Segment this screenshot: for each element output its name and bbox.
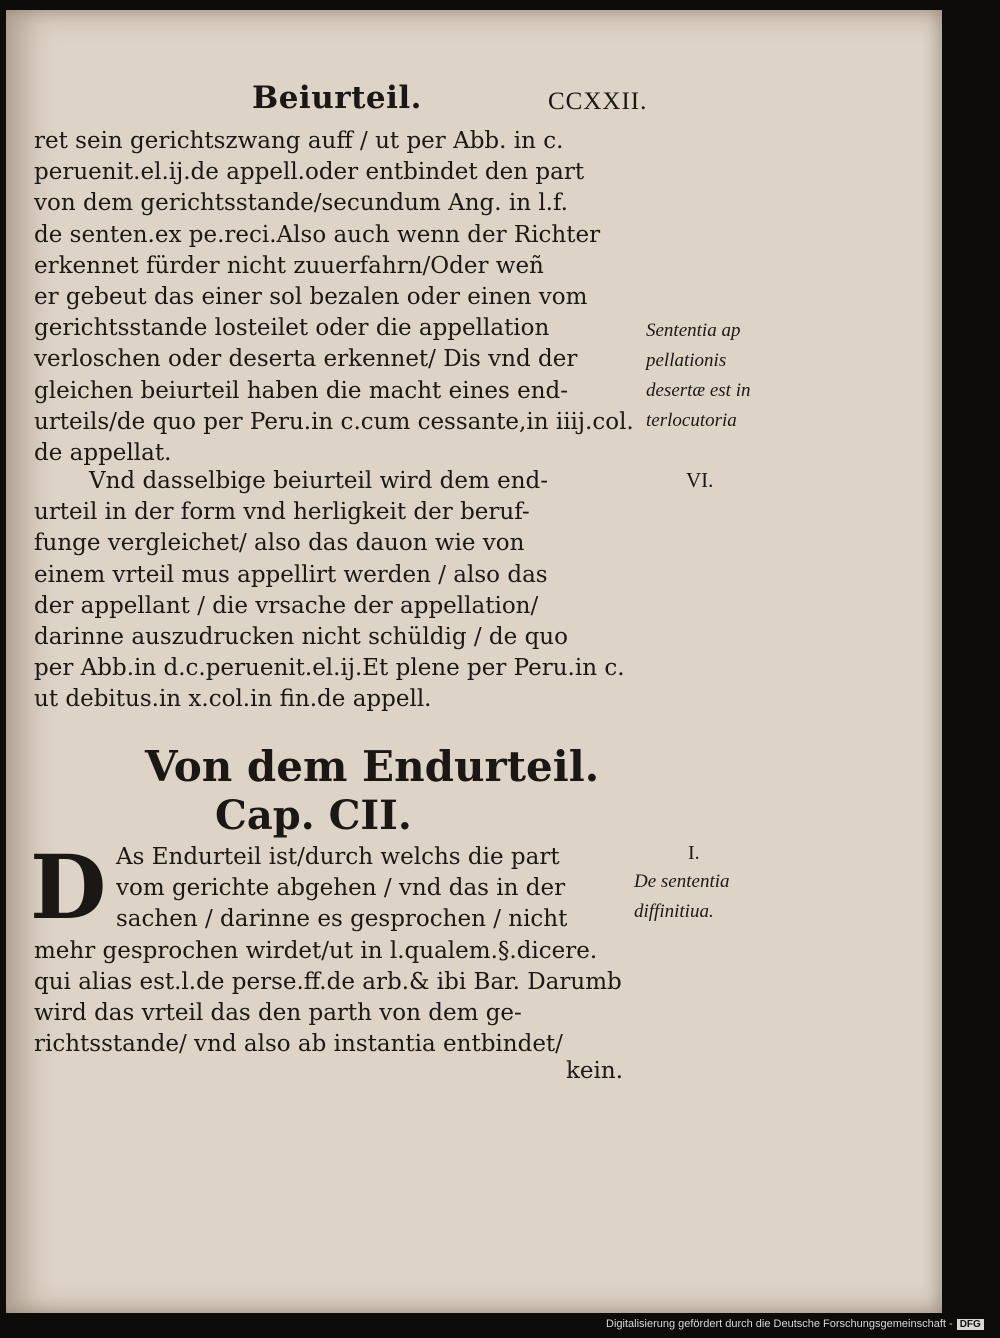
- margin-line: De sententia: [634, 871, 730, 892]
- margin-line: Sententia ap: [646, 320, 741, 341]
- paragraph-3: [34, 842, 622, 1060]
- text-line: einem vrteil mus appellirt werden / also das: [34, 561, 548, 588]
- margin-line: pellationis: [646, 350, 727, 371]
- text-line: funge vergleichet/ also das dauon wie von: [34, 530, 525, 557]
- margin-numeral-i: I.: [688, 842, 700, 864]
- drop-cap: D: [30, 835, 107, 939]
- credit-text: Digitalisierung gefördert durch die Deutsche Forschungsgemeinschaft -: [606, 1318, 953, 1330]
- text-line: verloschen oder deserta erkennet/ Dis vnd der: [34, 346, 578, 373]
- text-line: ret sein gerichtszwang auff / ut per Abb. in c.: [34, 128, 564, 154]
- text-line: ut debitus.in x.col.in fin.de appell.: [34, 686, 432, 713]
- text-line: de senten.ex pe.reci.Also auch wenn der Richter: [34, 221, 601, 248]
- dfg-logo-icon: DFG: [957, 1319, 984, 1330]
- text-line: As Endurteil ist/durch welchs die part: [116, 844, 560, 870]
- paragraph-2: [34, 466, 625, 716]
- text-line: per Abb.in d.c.peruenit.el.ij.Et plene per Peru.in c.: [34, 655, 625, 682]
- text-line: er gebeut das einer sol bezalen oder einen vom: [34, 283, 588, 310]
- folio-number: CCXXII.: [548, 88, 648, 115]
- text-line: der appellant / die vrsache der appellation/: [34, 592, 539, 619]
- text-line: sachen / darinne es gesprochen / nicht: [116, 906, 568, 933]
- catchword: kein.: [566, 1058, 624, 1084]
- text-line: darinne auszudrucken nicht schüldig / de quo: [34, 623, 568, 650]
- text-line: richtsstande/ vnd also ab instantia entbindet/: [34, 1031, 563, 1058]
- margin-line: terlocutoria: [646, 410, 737, 431]
- text-line: Vnd dasselbige beiurteil wird dem end-: [89, 468, 549, 494]
- margin-note-sententia-diffinitiua: [634, 868, 730, 928]
- chapter-number: Cap. CII.: [215, 792, 412, 839]
- text-line: mehr gesprochen wirdet/ut in l.qualem.§.dicere.: [34, 937, 598, 964]
- digitization-credit: [606, 1318, 984, 1330]
- text-line: wird das vrteil das den parth von dem ge-: [34, 999, 522, 1026]
- text-line: von dem gerichtsstande/secundum Ang. in l.f.: [34, 190, 568, 217]
- text-line: urteil in der form vnd herligkeit der beruf-: [34, 499, 530, 526]
- margin-note-sententia-appellationis: [646, 316, 751, 436]
- margin-line: diffinitiua.: [634, 901, 714, 922]
- text-line: gleichen beiurteil haben die macht eines end-: [34, 377, 569, 404]
- text-line: peruenit.el.ij.de appell.oder entbindet den part: [34, 159, 585, 186]
- text-line: de appellat.: [34, 439, 172, 466]
- margin-line: desertæ est in: [646, 380, 751, 401]
- paragraph-1: [34, 126, 634, 469]
- text-line: urteils/de quo per Peru.in c.cum cessante,in iiij.col.: [34, 408, 634, 435]
- text-line: erkennet fürder nicht zuuerfahrn/Oder weñ: [34, 252, 544, 279]
- text-line: gerichtsstande losteilet oder die appellation: [34, 315, 550, 342]
- margin-numeral-vi: VI.: [686, 468, 714, 492]
- running-head: Beiurteil.: [252, 80, 422, 116]
- chapter-title: Von dem Endurteil.: [145, 742, 600, 791]
- text-line: qui alias est.l.de perse.ff.de arb.& ibi Bar. Darumb: [34, 968, 622, 995]
- text-line: vom gerichte abgehen / vnd das in der: [116, 875, 566, 902]
